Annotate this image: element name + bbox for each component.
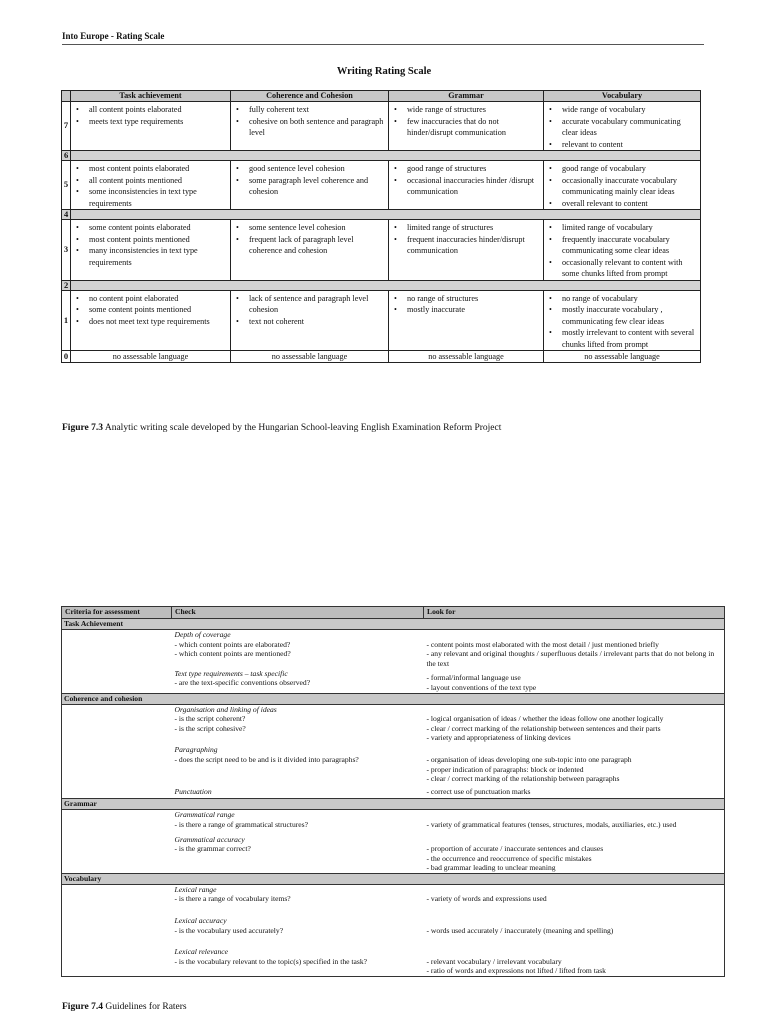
col-task-achievement: Task achievement (71, 91, 231, 102)
figure-7-3-caption (62, 423, 501, 433)
coherence-body (62, 704, 725, 799)
section-vocabulary: Vocabulary (62, 873, 725, 884)
descriptor: • no content point elaborated (71, 293, 230, 305)
header-rule (62, 44, 704, 45)
look-for-item: - clear / correct marking of the relationship between paragraphs (426, 774, 620, 784)
descriptor: • occasionally relevant to content with some chunks lifted from prompt (544, 257, 700, 280)
rating-scale-title: Writing Rating Scale (336, 66, 432, 77)
descriptor: • good sentence level cohesion (231, 163, 388, 175)
descriptor: • overall relevant to content (544, 198, 700, 210)
check-question: - which content points are mentioned? (174, 649, 291, 659)
check-question: - is the script coherent? (174, 714, 246, 724)
level-number: 4 (62, 210, 71, 220)
check-question: - is the grammar correct? (174, 844, 251, 854)
col-grammar: Grammar (389, 91, 544, 102)
look-for-item: - variety of words and expressions used (426, 894, 547, 904)
coherence-cell (231, 161, 389, 210)
task-achievement-body (62, 630, 725, 694)
figure-caption-text: Guidelines for Raters (105, 1002, 187, 1012)
level-4-row (62, 210, 701, 220)
look-for-item: - layout conventions of the text type (426, 682, 537, 692)
vocabulary-body (62, 884, 725, 976)
grammar-body (62, 810, 725, 874)
look-for-item: - the occurrence and reoccurrence of specific mistakes (426, 853, 592, 863)
descriptor: • wide range of vocabulary (544, 104, 700, 116)
grammar-cell (389, 161, 544, 210)
descriptor: • some sentence level cohesion (231, 222, 388, 234)
look-for-item: - formal/informal language use (426, 673, 521, 683)
level-number: 0 (62, 351, 71, 363)
look-for-item: - relevant vocabulary / irrelevant vocabulary (426, 956, 562, 966)
level-5-row (62, 161, 701, 210)
descriptor: • wide range of structures (389, 104, 543, 116)
descriptor: • mostly irrelevant to content with several chunks lifted from prompt (544, 327, 700, 350)
level-number: 3 (62, 220, 71, 281)
level-0-task: no assessable language (71, 351, 231, 363)
section-coherence: Coherence and cohesion (62, 693, 725, 704)
section-grammar: Grammar (62, 799, 725, 810)
descriptor: • text not coherent (231, 316, 388, 328)
level-number: 6 (62, 151, 71, 161)
descriptor: • good range of structures (389, 163, 543, 175)
coherence-cell (231, 290, 389, 351)
descriptor: • cohesive on both sentence and paragraph level (231, 116, 388, 139)
vocabulary-cell (544, 102, 701, 151)
level-1-row (62, 290, 701, 351)
check-heading: Text type requirements – task specific (174, 668, 288, 678)
descriptor: • occasionally inaccurate vocabulary communicating mainly clear ideas (544, 175, 700, 198)
look-for-item: - variety of grammatical features (tenses, structures, modals, auxiliaries, etc.) used (426, 819, 677, 829)
descriptor: • mostly inaccurate (389, 304, 543, 316)
look-for-item: - proper indication of paragraphs: block or indented (426, 764, 584, 774)
descriptor: • accurate vocabulary communicating clear ideas (544, 116, 700, 139)
descriptor: • some content points elaborated (71, 222, 230, 234)
col-coherence-cohesion: Coherence and Cohesion (231, 91, 389, 102)
level-2-row (62, 280, 701, 290)
descriptor: • meets text type requirements (71, 116, 230, 128)
check-question: - is the script cohesive? (174, 723, 246, 733)
check-question: - is there a range of vocabulary items? (174, 894, 291, 904)
descriptor: • some content points mentioned (71, 304, 230, 316)
descriptor: • frequently inaccurate vocabulary communicating some clear ideas (544, 234, 700, 257)
check-heading: Grammatical accuracy (174, 834, 245, 844)
check-question: - is the vocabulary used accurately? (174, 925, 284, 935)
section-task-achievement: Task Achievement (62, 619, 725, 630)
check-question: - does the script need to be and is it divided into paragraphs? (174, 754, 359, 764)
level-0-grammar: no assessable language (389, 351, 544, 363)
look-for-item: - correct use of punctuation marks (426, 786, 531, 796)
check-heading: Punctuation (174, 786, 212, 796)
descriptor: • occasional inaccuracies hinder /disrupt communication (389, 175, 543, 198)
descriptor: • mostly inaccurate vocabulary , communicating few clear ideas (544, 304, 700, 327)
level-6-band (71, 151, 701, 161)
descriptor: • all content points elaborated (71, 104, 230, 116)
descriptor: • few inaccuracies that do not hinder/disrupt communication (389, 116, 543, 139)
grammar-cell (389, 290, 544, 351)
col-criteria: Criteria for assessment (62, 607, 172, 619)
look-for-item: - clear / correct marking of the relationship between sentences and their parts (426, 723, 661, 733)
look-for-item: - organisation of ideas developing one sub-topic into one paragraph (426, 754, 632, 764)
figure-number: Figure 7.3 (62, 423, 103, 433)
descriptor: • some inconsistencies in text type requirements (71, 186, 230, 209)
level-0-vocabulary: no assessable language (544, 351, 701, 363)
task-cell (71, 102, 231, 151)
descriptor: • most content points elaborated (71, 163, 230, 175)
level-number: 1 (62, 290, 71, 351)
figure-7-4-caption (62, 1002, 187, 1012)
rating-scale-table (61, 90, 701, 363)
level-header-cell (62, 91, 71, 102)
look-for-item: - words used accurately / inaccurately (meaning and spelling) (426, 925, 614, 935)
descriptor: • good range of vocabulary (544, 163, 700, 175)
figure-caption-text: Analytic writing scale developed by the Hungarian School-leaving English Examination Reform Project (104, 423, 502, 433)
task-cell (71, 220, 231, 281)
vocabulary-cell (544, 220, 701, 281)
check-question: - which content points are elaborated? (174, 639, 291, 649)
level-6-row (62, 151, 701, 161)
check-question: - are the text-specific conventions observed? (174, 678, 311, 688)
level-3-row (62, 220, 701, 281)
check-heading: Grammatical range (174, 810, 235, 820)
check-heading: Paragraphing (174, 745, 218, 755)
figure-number: Figure 7.4 (62, 1002, 103, 1012)
vocabulary-cell (544, 161, 701, 210)
level-4-band (71, 210, 701, 220)
running-header: Into Europe - Rating Scale (62, 31, 165, 41)
descriptor: • fully coherent text (231, 104, 388, 116)
look-for-item: - content points most elaborated with the most detail / just mentioned briefly (426, 639, 659, 649)
coherence-cell (231, 102, 389, 151)
descriptor: • most content points mentioned (71, 234, 230, 246)
level-number: 7 (62, 102, 71, 151)
check-question: - is there a range of grammatical structures? (174, 819, 308, 829)
look-for-item: - proportion of accurate / inaccurate sentences and clauses (426, 844, 604, 854)
descriptor: • relevant to content (544, 139, 700, 151)
level-7-row (62, 102, 701, 151)
check-heading: Depth of coverage (174, 630, 231, 639)
rater-guidelines-table (61, 606, 725, 977)
level-number: 2 (62, 280, 71, 290)
descriptor: • does not meet text type requirements (71, 316, 230, 328)
grammar-cell (389, 220, 544, 281)
descriptor: • no range of structures (389, 293, 543, 305)
task-cell (71, 290, 231, 351)
level-2-band (71, 280, 701, 290)
descriptor: • some paragraph level coherence and cohesion (231, 175, 388, 198)
guidelines-header-row (62, 607, 725, 619)
check-heading: Lexical relevance (174, 947, 228, 957)
descriptor: • no range of vocabulary (544, 293, 700, 305)
vocabulary-cell (544, 290, 701, 351)
descriptor: • limited range of vocabulary (544, 222, 700, 234)
level-0-row (62, 351, 701, 363)
descriptor: • many inconsistencies in text type requirements (71, 245, 230, 268)
check-heading: Lexical accuracy (174, 916, 227, 926)
grammar-cell (389, 102, 544, 151)
col-vocabulary: Vocabulary (544, 91, 701, 102)
look-for-item: - logical organisation of ideas / whether the ideas follow one another logically (426, 714, 664, 724)
coherence-cell (231, 220, 389, 281)
check-heading: Organisation and linking of ideas (174, 704, 277, 714)
descriptor: • lack of sentence and paragraph level cohesion (231, 293, 388, 316)
col-check: Check (172, 607, 424, 619)
level-0-coherence: no assessable language (231, 351, 389, 363)
descriptor: • frequent inaccuracies hinder/disrupt communication (389, 234, 543, 257)
check-question: - is the vocabulary relevant to the topic(s) specified in the task? (174, 956, 368, 966)
descriptor: • frequent lack of paragraph level coherence and cohesion (231, 234, 388, 257)
col-look-for: Look for (424, 607, 725, 619)
descriptor: • all content points mentioned (71, 175, 230, 187)
descriptor: • limited range of structures (389, 222, 543, 234)
rating-header-row (62, 91, 701, 102)
look-for-item: - bad grammar leading to unclear meaning (426, 863, 556, 873)
level-number: 5 (62, 161, 71, 210)
look-for-item: - any relevant and original thoughts / superfluous details / irrelevant parts that do not belong in the text (426, 649, 715, 668)
look-for-item: - variety and appropriateness of linking devices (426, 733, 571, 743)
look-for-item: - ratio of words and expressions not lifted / lifted from task (426, 966, 606, 976)
task-cell (71, 161, 231, 210)
check-heading: Lexical range (174, 884, 217, 894)
